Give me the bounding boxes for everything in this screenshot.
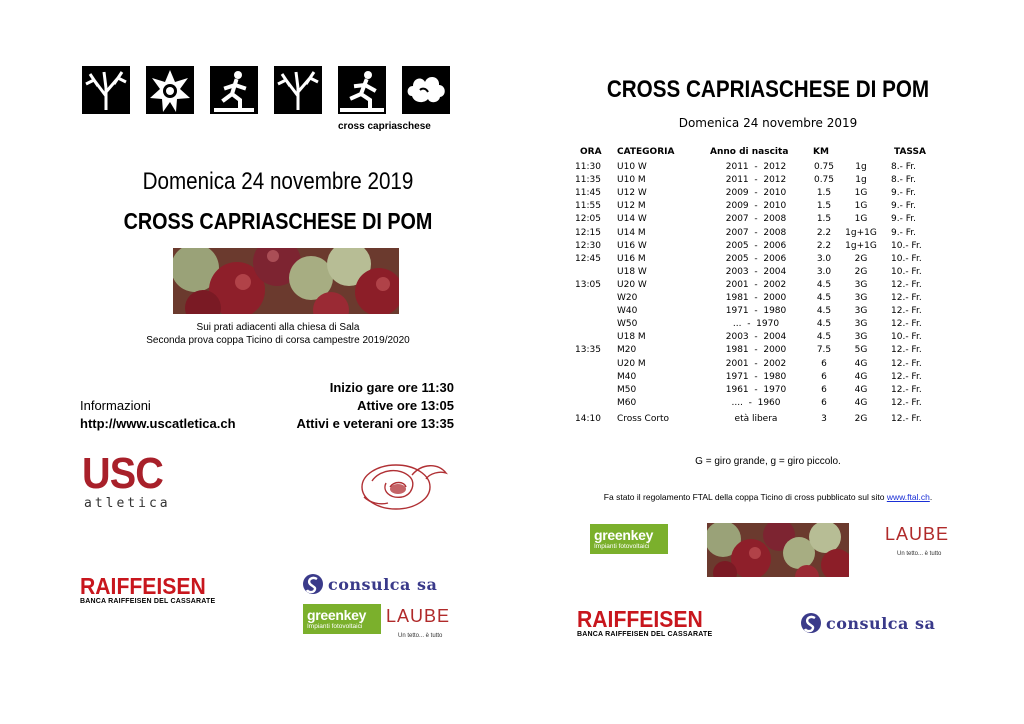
cell-cat: M20 xyxy=(617,345,637,356)
consulca-logo xyxy=(302,573,437,595)
cell-cat: U16 W xyxy=(617,240,647,251)
cell-anno: 1961 - 1970 xyxy=(725,384,787,395)
table-row xyxy=(0,359,1024,372)
location-note: Sui prati adiacenti alla chiesa di Sala xyxy=(196,322,360,333)
cell-giro: 2G xyxy=(854,253,868,264)
consulca-wordmark: consulca sa xyxy=(328,574,438,594)
cell-tassa: 9.- Fr. xyxy=(891,227,916,238)
consulca-wordmark: consulca sa xyxy=(826,613,936,633)
event-date: Domenica 24 novembre 2019 xyxy=(142,168,414,195)
cell-anno: 2011 - 2012 xyxy=(725,175,787,186)
cell-tassa: 10.- Fr. xyxy=(891,266,922,277)
table-row xyxy=(0,306,1024,319)
table-row xyxy=(0,175,1024,188)
cell-giro: 1G xyxy=(854,201,868,212)
schedule-title: CROSS CAPRIASCHESE DI POM xyxy=(606,76,930,103)
cell-cat: U10 W xyxy=(617,162,647,172)
greenkey-logo-right xyxy=(590,524,668,554)
cell-giro: 1g xyxy=(855,175,867,186)
cell-tassa: 12.- Fr. xyxy=(891,319,922,330)
cell-giro: 4G xyxy=(854,397,868,408)
cell-cat: M40 xyxy=(617,371,637,382)
brand-subtitle: cross capriaschese xyxy=(338,121,431,132)
cell-km: 1.5 xyxy=(816,214,832,225)
cell-cat: W20 xyxy=(617,293,638,303)
cell-km: 1.5 xyxy=(816,188,832,199)
cell-cat: Cross Corto xyxy=(617,413,670,424)
header-km: KM xyxy=(813,147,829,157)
info-url[interactable]: http://www.uscatletica.ch xyxy=(80,416,236,431)
header-categoria: CATEGORIA xyxy=(617,147,675,157)
table-row xyxy=(0,241,1024,254)
cell-ora: 11:45 xyxy=(575,188,601,199)
cell-giro: 4G xyxy=(854,358,868,369)
cell-km: 2.2 xyxy=(816,227,832,238)
table-row xyxy=(0,345,1024,358)
cell-tassa: 8.- Fr. xyxy=(891,162,916,172)
cell-anno: 2001 - 2002 xyxy=(725,358,787,369)
cell-km: 4.5 xyxy=(816,306,832,317)
usc-subtitle: atletica xyxy=(84,496,171,511)
cell-tassa: 9.- Fr. xyxy=(891,188,916,199)
cell-giro: 3G xyxy=(854,319,868,330)
cell-cat: U18 W xyxy=(617,266,647,277)
cell-tassa: 9.- Fr. xyxy=(891,214,916,225)
cell-anno: età libera xyxy=(734,413,778,424)
cell-tassa: 9.- Fr. xyxy=(891,201,916,212)
cell-giro: 1g+1G xyxy=(845,240,877,251)
cell-ora: 14:10 xyxy=(575,413,601,424)
cell-giro: 4G xyxy=(854,371,868,382)
cell-cat: U14 M xyxy=(617,227,646,238)
cell-cat: W50 xyxy=(617,319,638,330)
cell-km: 1.5 xyxy=(816,201,832,212)
cell-ora: 11:35 xyxy=(575,175,601,186)
table-row xyxy=(0,293,1024,306)
cell-tassa: 12.- Fr. xyxy=(891,371,922,382)
cell-anno: 2005 - 2006 xyxy=(725,240,787,251)
cell-giro: 1g+1G xyxy=(845,227,877,238)
cell-cat: M60 xyxy=(617,397,637,408)
cell-km: 4.5 xyxy=(816,332,832,343)
cell-cat: U20 W xyxy=(617,279,647,290)
cell-cat: U14 W xyxy=(617,214,647,225)
table-row xyxy=(0,188,1024,201)
cell-km: 3.0 xyxy=(816,253,832,264)
raiffeisen-wordmark: RAIFFEISEN xyxy=(80,573,206,599)
cell-cat: W40 xyxy=(617,306,638,317)
raiffeisen-logo-right xyxy=(577,607,714,638)
cell-ora: 12:05 xyxy=(575,214,601,225)
laube-wordmark: LAUBE xyxy=(386,606,451,626)
cell-cat: U12 M xyxy=(617,201,646,212)
cell-ora: 12:30 xyxy=(575,240,601,251)
start-time-men: Attivi e veterani ore 13:35 xyxy=(296,416,454,431)
table-row xyxy=(0,332,1024,345)
tree-icon xyxy=(82,66,130,114)
greenkey-subtitle: Impianti fotovoltaici xyxy=(307,623,363,630)
cell-anno: 1981 - 2000 xyxy=(725,293,787,303)
info-label: Informazioni xyxy=(80,398,151,413)
cell-tassa: 12.- Fr. xyxy=(891,293,922,303)
cell-anno: 2003 - 2004 xyxy=(725,332,787,343)
table-row xyxy=(0,372,1024,385)
consulca-swirl-icon xyxy=(302,573,324,595)
cell-anno: 2007 - 2008 xyxy=(725,227,787,238)
header-tassa: TASSA xyxy=(894,147,926,157)
cell-ora: 11:55 xyxy=(575,201,601,212)
table-row xyxy=(0,214,1024,227)
raiffeisen-logo xyxy=(80,574,217,605)
cell-anno: 1981 - 2000 xyxy=(725,345,787,356)
cell-tassa: 12.- Fr. xyxy=(891,279,922,290)
cell-ora: 13:35 xyxy=(575,345,601,356)
cell-giro: 3G xyxy=(854,279,868,290)
cell-anno: 2001 - 2002 xyxy=(725,279,787,290)
cell-giro: 3G xyxy=(854,332,868,343)
raiffeisen-subtitle: BANCA RAIFFEISEN DEL CASSARATE xyxy=(577,631,713,638)
cell-anno: ... - 1970 xyxy=(732,319,780,330)
ftal-end: . xyxy=(929,492,933,502)
lap-legend: G = giro grande, g = giro piccolo. xyxy=(695,456,841,467)
cell-tassa: 8.- Fr. xyxy=(891,175,916,186)
header-ora: ORA xyxy=(580,147,602,157)
apples-photo-right xyxy=(707,523,849,577)
table-row xyxy=(0,162,1024,175)
table-row xyxy=(0,228,1024,241)
cell-giro: 3G xyxy=(854,306,868,317)
laube-subtitle: Un tetto... è tutto xyxy=(398,633,443,639)
cell-km: 3 xyxy=(821,413,827,424)
ftal-text: Fa stato il regolamento FTAL della coppa Ticino di cross pubblicato sul sito xyxy=(603,492,887,502)
consulca-swirl-icon xyxy=(800,612,822,634)
cell-km: 6 xyxy=(821,358,827,369)
cell-tassa: 12.- Fr. xyxy=(891,345,922,356)
cell-km: 0.75 xyxy=(813,175,835,186)
start-time-women: Attive ore 13:05 xyxy=(357,398,454,413)
cell-km: 2.2 xyxy=(816,240,832,251)
table-row xyxy=(0,319,1024,332)
cell-cat: U18 M xyxy=(617,332,646,343)
laube-logo xyxy=(386,606,450,639)
raiffeisen-subtitle: BANCA RAIFFEISEN DEL CASSARATE xyxy=(80,598,216,605)
cell-tassa: 12.- Fr. xyxy=(891,306,922,317)
cell-km: 4.5 xyxy=(816,279,832,290)
cell-km: 6 xyxy=(821,371,827,382)
fruit-logo xyxy=(350,457,452,515)
laube-subtitle: Un tetto... è tutto xyxy=(897,551,942,557)
laube-logo-right xyxy=(885,524,949,557)
table-row xyxy=(0,254,1024,267)
cell-tassa: 12.- Fr. xyxy=(891,384,922,395)
cell-ora: 12:45 xyxy=(575,253,601,264)
cell-anno: 2003 - 2004 xyxy=(725,266,787,277)
cell-giro: 2G xyxy=(854,413,868,424)
cell-giro: 2G xyxy=(854,266,868,277)
usc-logo xyxy=(82,449,172,518)
header-anno: Anno di nascita xyxy=(710,147,789,157)
cell-ora: 12:15 xyxy=(575,227,601,238)
cell-km: 6 xyxy=(821,397,827,408)
table-row xyxy=(0,280,1024,293)
cell-km: 6 xyxy=(821,384,827,395)
cell-km: 3.0 xyxy=(816,266,832,277)
cell-anno: 2011 - 2012 xyxy=(725,162,787,172)
cell-anno: 1971 - 1980 xyxy=(725,371,787,382)
cell-cat: M50 xyxy=(617,384,637,395)
table-row xyxy=(0,267,1024,280)
cell-cat: U10 M xyxy=(617,175,646,186)
cell-tassa: 10.- Fr. xyxy=(891,240,922,251)
cell-km: 7.5 xyxy=(816,345,832,356)
cell-anno: 2005 - 2006 xyxy=(725,253,787,264)
cell-giro: 5G xyxy=(854,345,868,356)
cell-cat: U12 W xyxy=(617,188,647,199)
ftal-link[interactable]: www.ftal.ch xyxy=(886,492,930,502)
cell-giro: 4G xyxy=(854,384,868,395)
cell-giro: 3G xyxy=(854,293,868,303)
table-row xyxy=(0,414,1024,427)
raiffeisen-wordmark: RAIFFEISEN xyxy=(577,606,703,632)
cell-tassa: 10.- Fr. xyxy=(891,332,922,343)
greenkey-wordmark: greenkey xyxy=(307,607,367,623)
event-title: CROSS CAPRIASCHESE DI POM xyxy=(123,208,433,234)
cell-giro: 1g xyxy=(855,162,867,172)
tree-icon xyxy=(274,66,322,114)
cell-anno: .... - 1960 xyxy=(731,397,781,408)
laube-wordmark: LAUBE xyxy=(885,524,950,544)
cup-note: Seconda prova coppa Ticino di corsa campestre 2019/2020 xyxy=(146,335,410,346)
table-row xyxy=(0,201,1024,214)
cell-anno: 1971 - 1980 xyxy=(725,306,787,317)
ftal-rule-note xyxy=(560,492,976,502)
schedule-date: Domenica 24 novembre 2019 xyxy=(678,116,858,130)
cell-cat: U16 M xyxy=(617,253,646,264)
greenkey-subtitle: Impianti fotovoltaici xyxy=(594,543,650,550)
cell-tassa: 12.- Fr. xyxy=(891,397,922,408)
cell-km: 4.5 xyxy=(816,293,832,303)
usc-wordmark: USC xyxy=(82,449,163,498)
runner-icon xyxy=(338,66,386,114)
runner-icon xyxy=(210,66,258,114)
cell-cat: U20 M xyxy=(617,358,646,369)
greenkey-wordmark: greenkey xyxy=(594,527,654,543)
cell-giro: 1G xyxy=(854,214,868,225)
cell-tassa: 12.- Fr. xyxy=(891,413,922,424)
consulca-logo-right xyxy=(800,612,935,634)
greenkey-logo xyxy=(303,604,381,634)
cell-ora: 13:05 xyxy=(575,279,601,290)
cell-ora: 11:30 xyxy=(575,162,601,172)
start-time: Inizio gare ore 11:30 xyxy=(329,380,454,395)
table-row xyxy=(0,398,1024,411)
cell-tassa: 12.- Fr. xyxy=(891,358,922,369)
cell-anno: 2009 - 2010 xyxy=(725,201,787,212)
cell-km: 0.75 xyxy=(813,162,835,172)
cell-anno: 2007 - 2008 xyxy=(725,214,787,225)
cell-km: 4.5 xyxy=(816,319,832,330)
cell-anno: 2009 - 2010 xyxy=(725,188,787,199)
cloud-icon xyxy=(402,66,450,114)
table-row xyxy=(0,385,1024,398)
cell-tassa: 10.- Fr. xyxy=(891,253,922,264)
sun-icon xyxy=(146,66,194,114)
cell-giro: 1G xyxy=(854,188,868,199)
